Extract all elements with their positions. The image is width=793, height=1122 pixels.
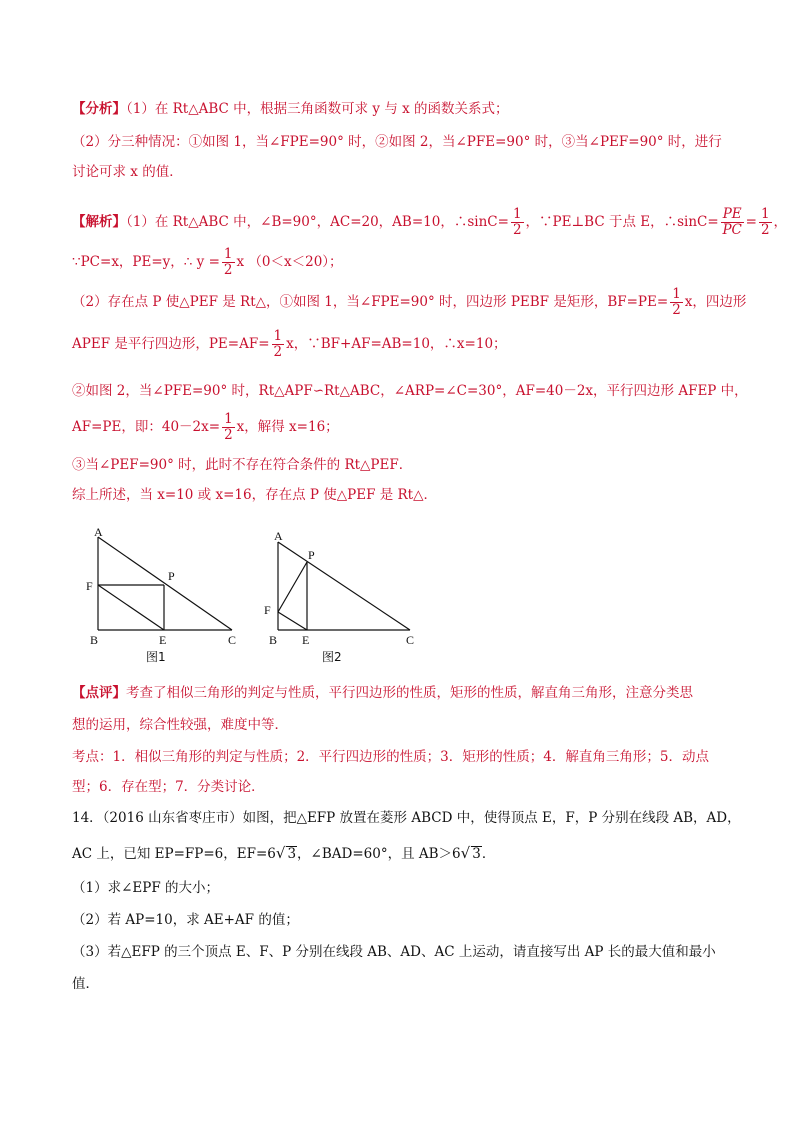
problem14-question-1: （1）求∠EPF 的大小；: [72, 880, 219, 896]
fig1-side-ac: [98, 537, 232, 630]
fraction-one-half: $\frac{1}{2}$: [223, 246, 233, 278]
fig2-label-b: B: [269, 633, 278, 647]
figure-2: [278, 542, 410, 630]
fig2-side-ac: [278, 542, 410, 630]
analysis-line-3: 讨论可求 x 的值．: [72, 164, 183, 180]
geometry-figures: [82, 522, 442, 672]
solution-line-5: ②如图 2，当∠PFE=90° 时，Rt△APF∽Rt△ABC，∠ARP=∠C=30°，AF=40－2x，平行四边形 AFEP 中，: [72, 383, 748, 399]
fig1-label-a: A: [94, 525, 103, 539]
fraction-pe-pc: $\frac{PE}{PC}$: [722, 206, 742, 238]
solution-line-6: AF=PE，即：40－2x= $\frac{1}{2}$ x，解得 x=16；: [72, 411, 339, 443]
sqrt-sign-icon: √: [460, 844, 471, 862]
fraction-one-half: $\frac{1}{2}$: [672, 286, 681, 318]
fig1-label-e: E: [159, 633, 167, 647]
fraction-one-half: $\frac{1}{2}$: [512, 206, 522, 238]
sqrt-sign-icon: √: [275, 844, 286, 862]
keypoints-line-1: 考点：1．相似三角形的判定与性质；2．平行四边形的性质；3．矩形的性质；4．解直角三角形；5．动点: [72, 749, 709, 765]
fraction-one-half: $\frac{1}{2}$: [224, 411, 233, 443]
problem14-line-2: AC 上，已知 EP=FP=6，EF=6√ 3，∠BAD=60°，且 AB＞6√ 3．: [72, 844, 496, 862]
fig1-segment-fe: [98, 585, 164, 630]
fig2-segment-fe: [278, 612, 307, 630]
problem14-line-1: 14．（2016 山东省枣庄市）如图，把△EFP 放置在菱形 ABCD 中，使得顶点 E，F，P 分别在线段 AB，AD，: [72, 810, 741, 826]
comment-tag: 【点评】: [72, 685, 126, 701]
comment-line-1: 【点评】考查了相似三角形的判定与性质，平行四边形的性质，矩形的性质，解直角三角形，注意分类思: [72, 685, 693, 701]
fig1-label-b: B: [90, 633, 99, 647]
solution-line-1: 【解析】（1）在 Rt△ABC 中，∠B=90°，AC=20，AB=10，∴sinC= $\frac{1}{2}$ ，∵PE⊥BC 于点 E，∴sinC= $\frac{PE}{PC}$ = $\frac{1}{2}$ ，: [72, 206, 788, 238]
solution-line-3: （2）存在点 P 使△PEF 是 Rt△，①如图 1，当∠FPE=90° 时，四边形 PEBF 是矩形，BF=PE= $\frac{1}{2}$ x，四边形: [72, 286, 747, 318]
analysis-line-2: （2）分三种情况：①如图 1，当∠FPE=90° 时，②如图 2，当∠PFE=90° 时，③当∠PEF=90° 时，进行: [72, 134, 722, 150]
analysis-tag: 【分析】: [72, 101, 126, 117]
fraction-one-half: $\frac{1}{2}$: [273, 328, 283, 360]
keypoints-line-2: 型；6．存在型；7．分类讨论．: [72, 779, 265, 795]
problem14-question-3: （3）若△EFP 的三个顶点 E、F、P 分别在线段 AB、AD、AC 上运动，请直接写出 AP 长的最大值和最小: [72, 944, 716, 960]
figure-1: [98, 537, 232, 630]
fig2-caption: 图2: [322, 650, 342, 664]
solution-line-7: ③当∠PEF=90° 时，此时不存在符合条件的 Rt△PEF．: [72, 457, 413, 473]
fig2-label-e: E: [302, 633, 310, 647]
solution-line-4: APEF 是平行四边形，PE=AF= $\frac{1}{2}$ x，∵BF+AF=AB=10，∴x=10；: [72, 328, 507, 360]
fig2-label-f: F: [264, 603, 271, 617]
fig1-label-c: C: [228, 633, 237, 647]
fig1-label-f: F: [86, 579, 93, 593]
fig1-caption: 图1: [146, 650, 166, 664]
fig2-segment-fp: [278, 562, 307, 612]
fig1-label-p: P: [168, 569, 175, 583]
problem14-question-3-cont: 值．: [72, 976, 99, 992]
solution-line-2: ∵PC=x，PE=y，∴ y = $\frac{1}{2}$ x （0＜x＜20）；: [72, 246, 343, 278]
comment-line-2: 想的运用，综合性较强，难度中等．: [72, 717, 288, 733]
fig2-label-a: A: [274, 529, 283, 543]
fig2-label-c: C: [406, 633, 415, 647]
analysis-line-1: 【分析】（1）在 Rt△ABC 中，根据三角函数可求 y 与 x 的函数关系式；: [72, 101, 509, 117]
fig2-label-p: P: [308, 548, 315, 562]
fraction-one-half: $\frac{1}{2}$: [760, 206, 770, 238]
solution-tag: 【解析】: [72, 214, 126, 230]
problem14-question-2: （2）若 AP=10，求 AE+AF 的值；: [72, 912, 299, 928]
solution-line-8: 综上所述，当 x=10 或 x=16，存在点 P 使△PEF 是 Rt△．: [72, 487, 437, 503]
